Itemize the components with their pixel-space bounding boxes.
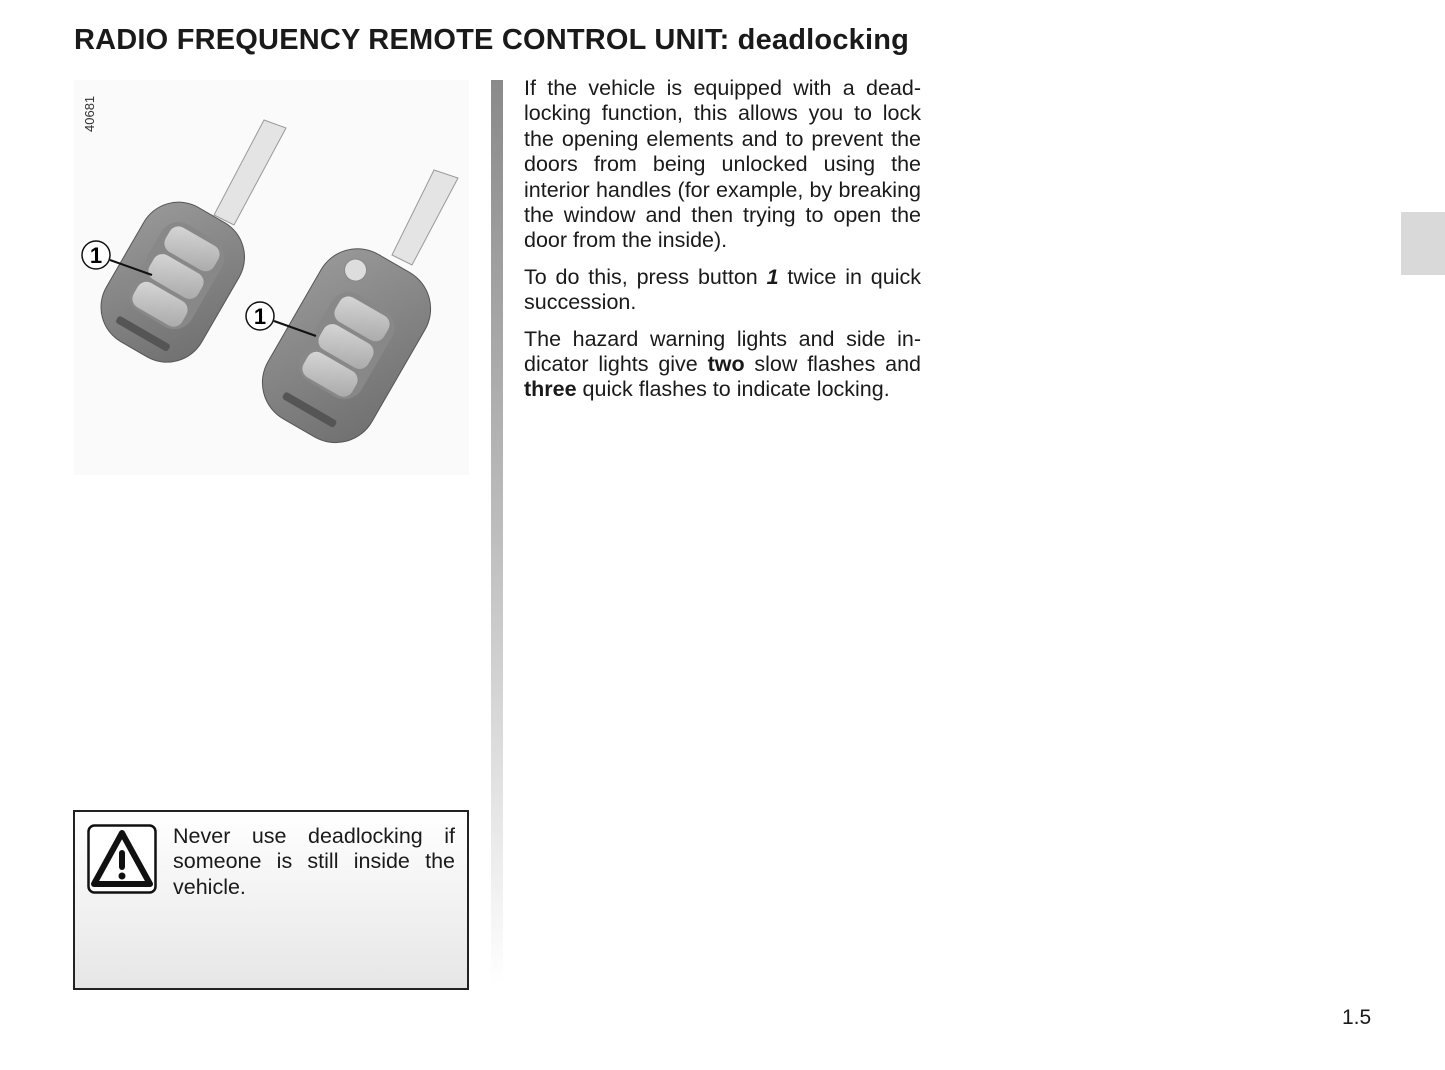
text: The hazard warning lights and side in-dicator lights give: [524, 326, 921, 377]
remote-control-illustration: [74, 80, 469, 475]
button-reference: 1: [766, 264, 779, 289]
callout-label: 1: [253, 304, 267, 329]
key-fob-right: [247, 170, 458, 458]
paragraph-deadlocking-intro: If the vehicle is equipped with a dead-locking function, this allows you to lock the opening elements and to prevent the doors from being unlocked using the interior handles (for example, by breaking the window and then trying to open the door from the inside).: [524, 76, 921, 253]
warning-triangle-icon: [87, 824, 157, 894]
text: twice in quick succession.: [524, 264, 921, 315]
paragraph-instruction: [524, 265, 921, 316]
emphasis: two: [707, 352, 745, 377]
page-title: RADIO FREQUENCY REMOTE CONTROL UNIT: deadlocking: [74, 24, 910, 56]
body-text: [524, 76, 921, 414]
emphasis: three: [524, 377, 577, 402]
text: To do this, press button: [524, 264, 767, 289]
warning-text: Never use deadlocking if someone is still inside the vehicle.: [173, 824, 455, 899]
key-fob-left: [86, 120, 286, 377]
key-fobs-drawing: [74, 80, 469, 475]
page-number: 1.5: [1342, 1006, 1372, 1029]
warning-box: [73, 810, 469, 990]
text: quick flashes to indicate locking.: [576, 377, 890, 402]
section-tab: [1401, 212, 1445, 275]
text: slow flashes and: [744, 352, 921, 377]
figure-id: 40681: [82, 95, 97, 132]
callout-label: 1: [89, 243, 103, 268]
column-divider: [491, 80, 503, 985]
paragraph-indicator: [524, 327, 921, 403]
